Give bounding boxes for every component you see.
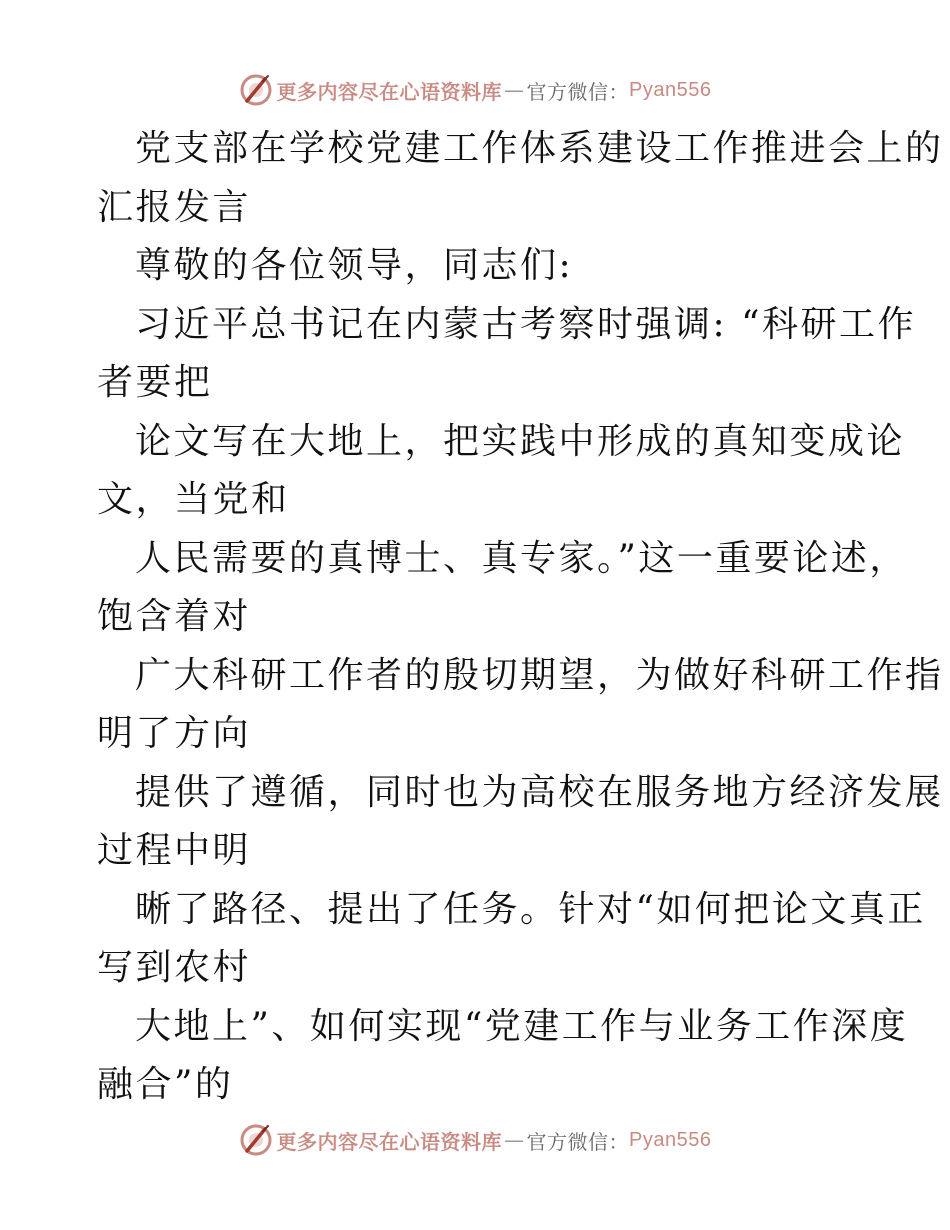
doc-line: 晰了路径、提出了任务。针对“如何把论文真正 — [135, 888, 926, 930]
doc-salutation: 尊敬的各位领导，同志们: — [135, 245, 574, 286]
doc-line: 者要把 — [97, 362, 213, 403]
doc-line: 融合”的 — [97, 1064, 234, 1105]
doc-line: 文，当党和 — [97, 479, 290, 520]
watermark-wechat-id: Pyan556 — [629, 1128, 712, 1151]
pen-logo-icon — [239, 1123, 273, 1157]
doc-line: 广大科研工作者的殷切期望，为做好科研工作指 — [135, 654, 944, 696]
doc-line: 大地上”、如何实现“党建工作与业务工作深度 — [135, 1005, 909, 1047]
watermark-dash: — — [504, 78, 525, 102]
doc-line: 饱含着对 — [97, 596, 252, 637]
doc-line: 写到农村 — [97, 947, 252, 988]
doc-line: 过程中明 — [97, 830, 252, 871]
pen-logo-icon — [239, 73, 273, 107]
watermark-footer — [0, 1120, 950, 1160]
doc-line: 习近平总书记在内蒙古考察时强调: “科研工作 — [135, 303, 916, 345]
doc-line: 人民需要的真博士、真专家。”这一重要论述， — [135, 537, 908, 579]
document-body — [0, 120, 950, 1115]
doc-line: 论文写在大地上，把实践中形成的真知变成论 — [135, 420, 906, 462]
watermark-wechat-label: 官方微信： — [526, 1129, 630, 1154]
watermark-text: 更多内容尽在心语资料库 — [276, 1129, 503, 1154]
watermark-dash: — — [504, 1128, 525, 1152]
watermark-wechat-id: Pyan556 — [629, 78, 712, 101]
watermark-wechat-label: 官方微信： — [526, 79, 630, 104]
watermark-header — [0, 70, 950, 110]
doc-line: 明了方向 — [97, 713, 252, 754]
doc-line: 提供了遵循，同时也为高校在服务地方经济发展 — [135, 771, 944, 813]
watermark-text: 更多内容尽在心语资料库 — [276, 79, 503, 104]
doc-title-line-1: 党支部在学校党建工作体系建设工作推进会上的 — [135, 128, 944, 169]
doc-title-line-2: 汇报发言 — [97, 186, 252, 228]
